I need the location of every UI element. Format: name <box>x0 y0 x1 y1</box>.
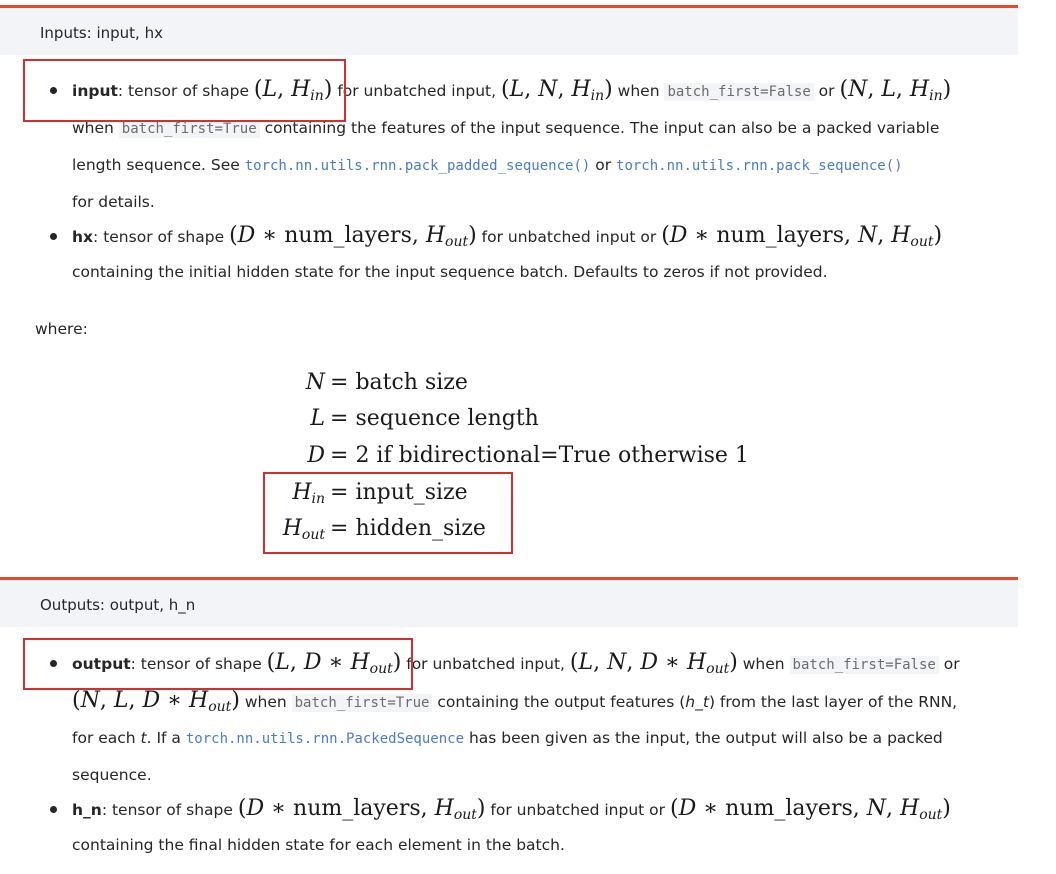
highlight-box-input <box>23 59 346 122</box>
code-batch-first-true: batch_first=True <box>119 120 260 138</box>
inputs-section-header <box>0 5 1018 55</box>
bullet-icon <box>50 233 57 240</box>
where-label: where: <box>35 320 88 338</box>
bullet-icon <box>50 806 57 813</box>
param-name-input: input <box>72 82 118 100</box>
math-shape-unbatched: (L, $H_{in}$) <box>253 77 333 104</box>
code-batch-first-false: batch_first=False <box>664 83 813 101</box>
param-name-hn: h_n <box>72 801 102 819</box>
link-packed-sequence[interactable]: torch.nn.utils.rnn.PackedSequence <box>185 731 465 747</box>
link-pack-sequence[interactable]: torch.nn.utils.rnn.pack_sequence() <box>616 158 903 174</box>
outputs-title: Outputs: output, h_n <box>40 596 196 614</box>
code-batch-first-false: batch_first=False <box>790 656 939 674</box>
link-pack-padded-sequence[interactable]: torch.nn.utils.rnn.pack_padded_sequence() <box>244 158 591 174</box>
inputs-title: Inputs: input, hx <box>40 24 163 42</box>
highlight-box-definitions <box>263 472 513 554</box>
highlight-box-output <box>23 638 413 690</box>
param-name-output: output <box>72 655 131 673</box>
outputs-section-header <box>0 577 1018 627</box>
param-name-hx: hx <box>72 228 94 246</box>
code-batch-first-true: batch_first=True <box>292 694 433 712</box>
